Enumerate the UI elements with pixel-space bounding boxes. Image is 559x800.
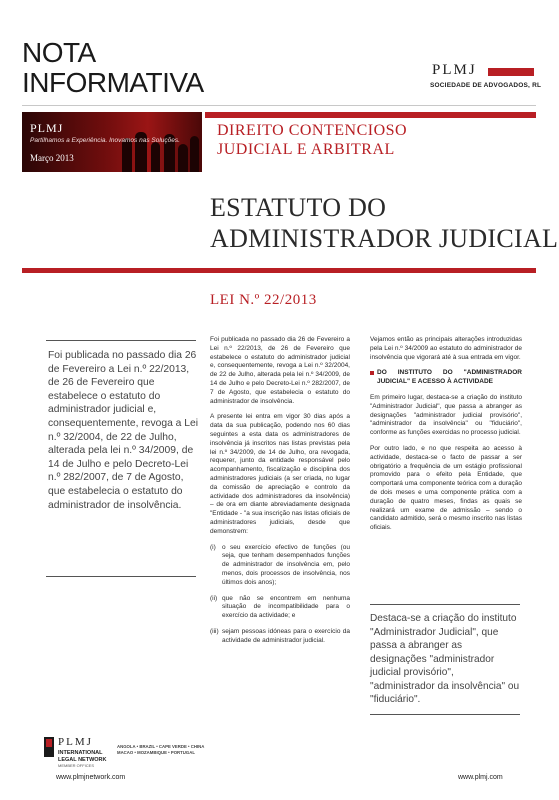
list-item-text: o seu exercício efectivo de funções (ou seja, que tenham desempenhados funções de administrador de insolvência em, pelo menos, dois processos de insolvência, nos últimos dois anos);: [222, 543, 350, 586]
network-name: PLMJ: [58, 736, 93, 748]
law-reference: LEI N.º 22/2013: [210, 292, 317, 308]
title-divider: [22, 268, 536, 273]
countries-line2: MACAO • MOZAMBIQUE • PORTUGAL: [117, 749, 195, 755]
plmj-logo: PLMJ: [432, 62, 477, 78]
network-members: MEMBER OFFICES: [58, 763, 95, 768]
body-column-1: [210, 336, 350, 653]
network-countries: [117, 744, 207, 755]
title-line1: ESTATUTO DO: [210, 193, 387, 222]
list-item-number: (iii): [210, 627, 219, 635]
network-subtitle: [58, 750, 106, 763]
list-item-text: que não se encontrem em nenhuma situação de incompatibilidade para o exercício da actividade; e: [222, 594, 350, 620]
nota-line: NOTA: [22, 37, 96, 68]
list-item: [210, 544, 350, 588]
bullet-square-icon: [370, 371, 374, 375]
body-column-2: [370, 336, 522, 540]
practice-area-bar: [205, 112, 536, 118]
section-heading: [370, 369, 522, 387]
practice-area: [217, 121, 407, 159]
logo-subtitle: SOCIEDADE DE ADVOGADOS, RL: [430, 82, 542, 89]
network-line2: LEGAL NETWORK: [58, 756, 107, 763]
list-item: [210, 628, 350, 646]
title-line2: ADMINISTRADOR JUDICIAL: [210, 224, 559, 253]
website-link[interactable]: www.plmj.com: [458, 774, 503, 781]
issue-date: Março 2013: [30, 153, 74, 163]
paragraph: A presente lei entra em vigor 30 dias após a data da sua publicação, podendo nos 60 dias seguintes a esta data os administradores de insolvência já inscritos nas listas previstas pela lei n.º 34/2009, de 14 de Julho, ora revogada, requerer, junto da entidade responsável pelo acompanhamento, fiscalização e disciplina dos administradores judiciais (a ser criada, no lugar da comissão de apreciação e controlo da actividade dos administradores da insolvência) – de ora em diante abreviadamente designada "Entidade - "a sua inscrição nas listas oficiais de administradores judiciais, desde que demonstrem:: [210, 413, 350, 535]
document-title: [210, 192, 558, 254]
practice-area-line1: DIREITO CONTENCIOSO: [217, 122, 408, 139]
summary-text: Foi publicada no passado dia 26 de Fevereiro a Lei n.º 22/2013, de 26 de Fevereiro que estabelece o estatuto do administrador judicial e, consequentemente, revoga a Lei n.º 32/2004, de 22 de Julho, alterada pela lei n.º 34/2009, de 14 de Julho e pelo Decreto-Lei n.º 282/2007, de 7 de Agosto, que estabelecia o estatuto do administrador de insolvência.: [48, 350, 198, 511]
informativa-line: INFORMATIVA: [22, 67, 204, 98]
header-divider: [22, 105, 536, 106]
countries-line1: ANGOLA • BRAZIL • CAPE VERDE • CHINA: [117, 744, 205, 749]
logo-red-bar: [488, 68, 534, 76]
list-item-number: (i): [210, 543, 216, 551]
banner-brand: PLMJ: [30, 121, 64, 135]
banner-tagline: Partilhamos a Experiência. Inovamos nas Soluções.: [30, 137, 180, 144]
paragraph: Vejamos então as principais alterações introduzidas pela Lei n.º 34/2009 ao estatuto do administrador de insolvência que vigorará até à sua entrada em vigor.: [370, 336, 522, 361]
paragraph: Por outro lado, e no que respeita ao acesso à actividade, destaca-se o facto de passar a ser obrigatório a frequência de um estágio profissional promovido para o efeito pela Entidade, que comportará uma componente teórica com a duração de dois meses e uma componente prática com a duração de quatro meses, findas as quais se realizará um exame de admissão – sendo o candidato admitido, será o mesmo inscrito nas listas oficiais.: [370, 444, 522, 532]
document-type-title: [22, 38, 222, 98]
network-website-link[interactable]: www.plmjnetwork.com: [56, 774, 126, 781]
paragraph: Em primeiro lugar, destaca-se a criação do instituto "Administrador Judicial", que passa a abranger as designações "administrador judicial provisório", "administrador da insolvência" ou "fiduciário", conforme as funções exercidas no processo judicial.: [370, 393, 522, 437]
list-item-number: (ii): [210, 594, 218, 602]
section-heading-text: DO INSTITUTO DO "ADMINISTRADOR JUDICIAL" E ACESSO À ACTIVIDADE: [377, 369, 522, 386]
list-item: [210, 595, 350, 621]
practice-area-line2: JUDICIAL E ARBITRAL: [217, 141, 395, 158]
paragraph: Foi publicada no passado dia 26 de Fevereiro a Lei n.º 22/2013, de 26 de Fevereiro que estabelece o estatuto do administrador judicial e, consequentemente, revoga a Lei n.º 32/2004, de 22 de Julho, alterada pela lei n.º 34/2009, de 14 de Julho e pelo Decreto-Lei n.º 282/2007, de 7 de Agosto, que estabelecia o estatuto do administrador de insolvência.: [210, 336, 350, 405]
network-line1: INTERNATIONAL: [58, 750, 103, 756]
list-item-text: sejam pessoas idóneas para o exercício da actividade de administrador judicial.: [222, 627, 350, 644]
pull-quote: Destaca-se a criação do instituto "Administrador Judicial", que passa a abranger as designações "administrador judicial provisório", "administrador da insolvência" ou "fiduciário".: [370, 604, 520, 715]
